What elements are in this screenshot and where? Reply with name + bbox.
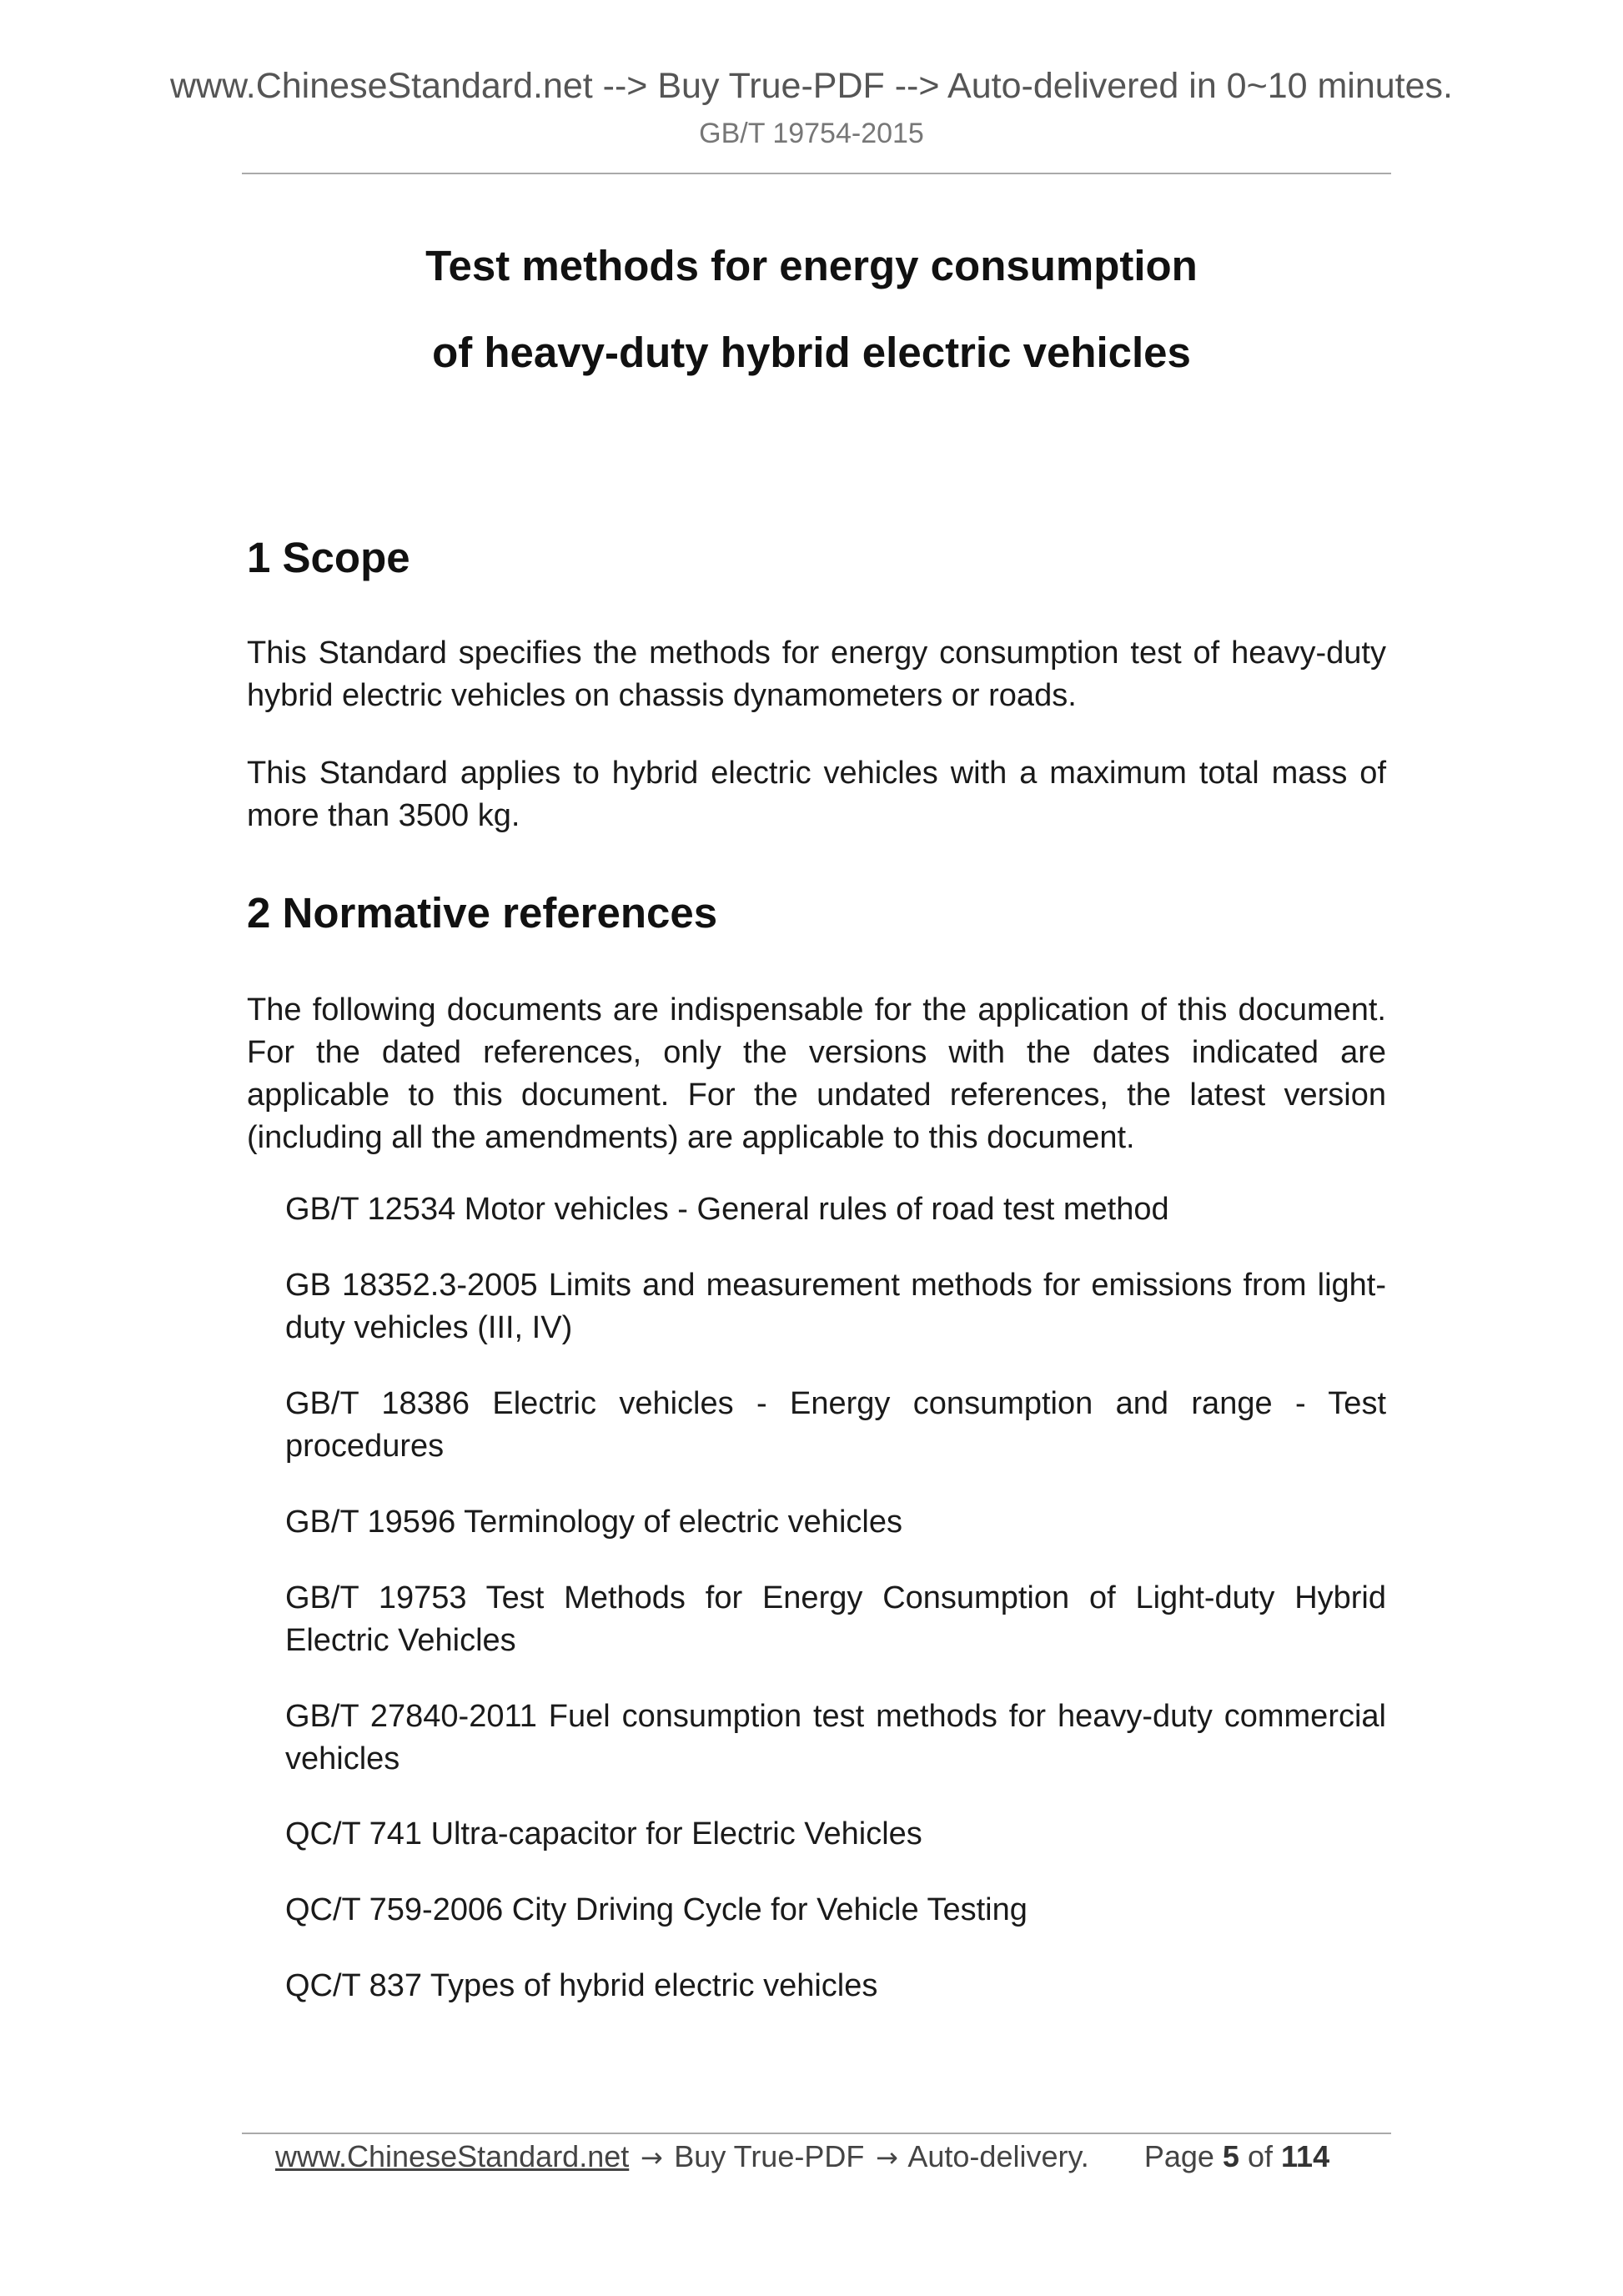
reference-item: GB/T 19753 Test Methods for Energy Consumption of Light-duty Hybrid Electric Vehicles <box>285 1580 1386 1658</box>
reference-item: QC/T 837 Types of hybrid electric vehicles <box>285 1968 878 2003</box>
page-label: Page <box>1143 2139 1214 2173</box>
total-pages: 114 <box>1281 2139 1330 2173</box>
footer-delivery-text: Auto-delivery. <box>907 2139 1089 2173</box>
right-arrow-icon: → <box>875 2142 898 2173</box>
normative-intro-paragraph: The following documents are indispensable for the application of this document. For the dated references, only the versions with the dates indicated are applicable to this document. For the undated references, the latest version (including all the amendments) are applicable to this document. <box>247 992 1386 1155</box>
reference-item: QC/T 741 Ultra-capacitor for Electric Vehicles <box>285 1816 922 1851</box>
footer-buy-text: Buy True-PDF <box>674 2139 865 2173</box>
footer-divider <box>242 2133 1391 2134</box>
reference-item: GB/T 12534 Motor vehicles - General rules of road test method <box>285 1192 1169 1227</box>
header-divider <box>242 173 1391 174</box>
document-title-line2: of heavy-duty hybrid electric vehicles <box>432 329 1191 376</box>
page-number: 5 <box>1222 2139 1239 2173</box>
scope-paragraph-1: This Standard specifies the methods for energy consumption test of heavy-duty hybrid electric vehicles on chassis dynamometers or roads. <box>247 636 1386 713</box>
reference-item: GB/T 27840-2011 Fuel consumption test methods for heavy-duty commercial vehicles <box>285 1699 1386 1776</box>
footer <box>275 2135 1329 2179</box>
scope-paragraph-2: This Standard applies to hybrid electric vehicles with a maximum total mass of more than 3500 kg. <box>247 756 1386 833</box>
of-label: of <box>1247 2139 1273 2173</box>
section-heading-scope: 1 Scope <box>247 534 410 581</box>
header-standard-id: GB/T 19754-2015 <box>699 118 924 149</box>
page-indicator <box>1144 2135 1329 2178</box>
reference-item: GB/T 18386 Electric vehicles - Energy consumption and range - Test procedures <box>285 1386 1386 1464</box>
reference-item: GB 18352.3-2005 Limits and measurement methods for emissions from light-duty vehicles (III, IV) <box>285 1268 1386 1345</box>
footer-site-link[interactable]: www.ChineseStandard.net <box>275 2139 630 2173</box>
reference-item: GB/T 19596 Terminology of electric vehicles <box>285 1505 902 1540</box>
section-heading-normative-references: 2 Normative references <box>247 889 718 937</box>
header-promo: www.ChineseStandard.net --> Buy True-PDF --> Auto-delivered in 0~10 minutes. <box>169 66 1453 106</box>
document-title-line1: Test methods for energy consumption <box>425 242 1198 289</box>
right-arrow-icon: → <box>640 2142 663 2173</box>
reference-item: QC/T 759-2006 City Driving Cycle for Vehicle Testing <box>285 1892 1028 1927</box>
